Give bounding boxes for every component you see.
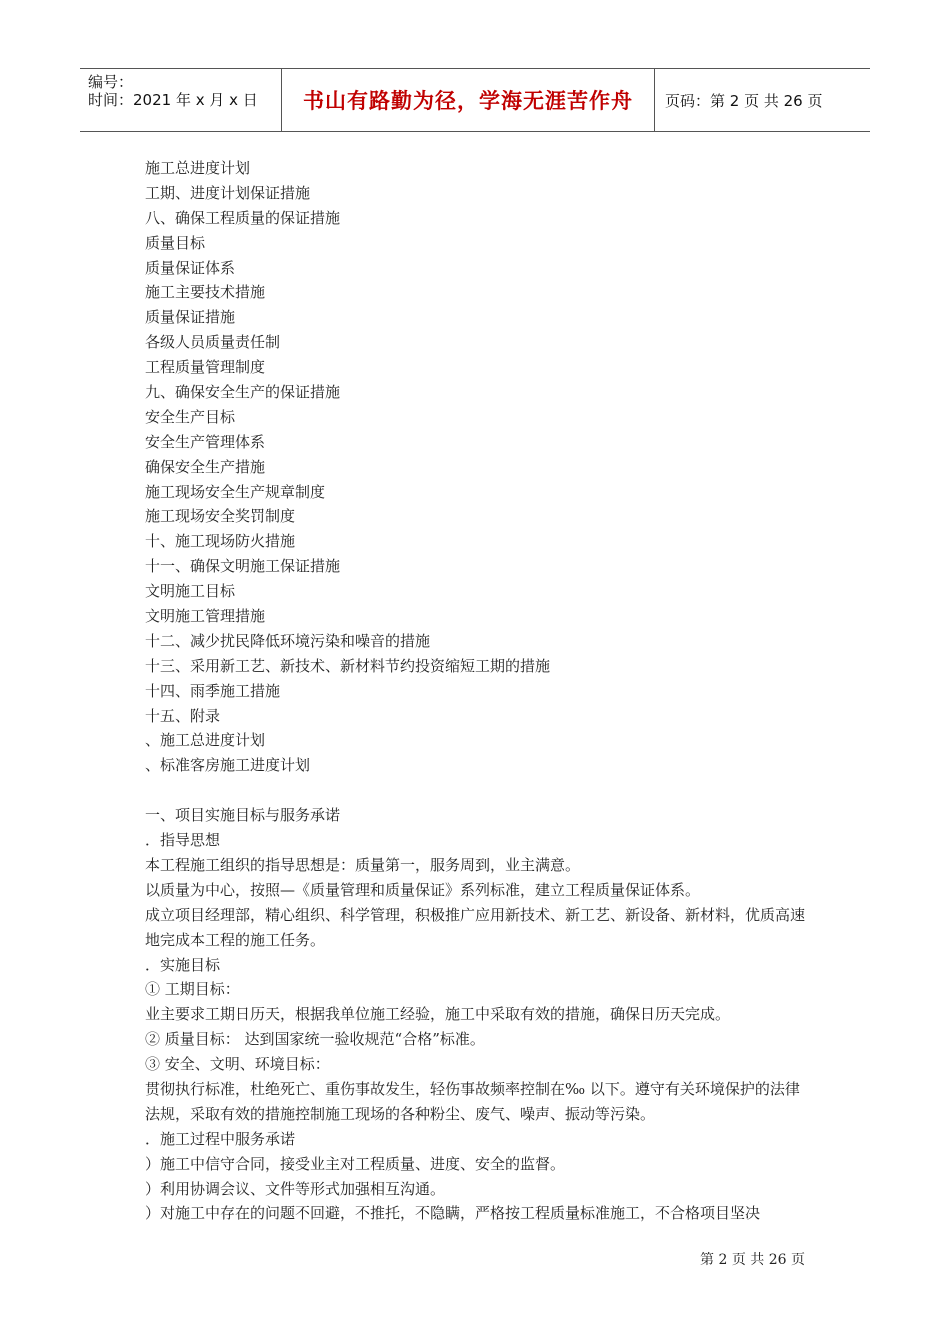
toc-item: 十一、确保文明施工保证措施 (145, 557, 341, 576)
paragraph: 本工程施工组织的指导思想是：质量第一，服务周到，业主满意。 (145, 855, 581, 874)
serial-label: 编号： (88, 73, 134, 91)
toc-item: 施工现场安全生产规章制度 (145, 482, 326, 501)
subsection-heading: ．施工过程中服务承诺 (145, 1129, 296, 1148)
toc-item: 质量保证措施 (145, 308, 236, 327)
list-item: ③ 安全、文明、环境目标： (145, 1055, 330, 1074)
time-label: 时间：2021 年 x 月 x 日 (88, 91, 258, 109)
paragraph: 以质量为中心，按照—《质量管理和质量保证》系列标准，建立工程质量保证体系。 (145, 880, 701, 899)
toc-item: 文明施工目标 (145, 582, 236, 601)
toc-item: 施工现场安全奖罚制度 (145, 507, 296, 526)
header-page-info: 页码：第 2 页 共 26 页 (665, 91, 823, 110)
list-item: ① 工期目标： (145, 980, 240, 999)
toc-item: 文明施工管理措施 (145, 607, 266, 626)
toc-item: 、施工总进度计划 (145, 731, 266, 750)
toc-item: 施工主要技术措施 (145, 283, 266, 302)
toc-item: 质量目标 (145, 233, 206, 252)
toc-item: 八、确保工程质量的保证措施 (145, 208, 341, 227)
page-footer: 第 2 页 共 26 页 (700, 1252, 805, 1268)
section-body (145, 803, 810, 1226)
paragraph: 贯彻执行标准，杜绝死亡、重伤事故发生，轻伤事故频率控制在‰ 以下。遵守有关环境保护的法律法规，采取有效的措施控制施工现场的各种粉尘、废气、噪声、振动等污染。 (145, 1079, 800, 1123)
toc-item: 工期、进度计划保证措施 (145, 183, 311, 202)
toc-item: 、标准客房施工进度计划 (145, 756, 311, 775)
toc-item: 施工总进度计划 (145, 159, 251, 177)
toc-item: 工程质量管理制度 (145, 358, 266, 377)
list-item: ）利用协调会议、文件等形式加强相互沟通。 (145, 1179, 446, 1198)
header-meta (80, 69, 282, 131)
header-motto: 书山有路勤为径，学海无涯苦作舟 (282, 69, 655, 131)
toc-item: 九、确保安全生产的保证措施 (145, 383, 341, 402)
subsection-heading: ．实施目标 (145, 955, 221, 974)
toc-item: 十二、减少扰民降低环境污染和噪音的措施 (145, 631, 431, 650)
section-spacer (145, 778, 810, 803)
paragraph: 业主要求工期日历天，根据我单位施工经验，施工中采取有效的措施，确保日历天完成。 (145, 1005, 731, 1024)
toc-item: 安全生产目标 (145, 407, 236, 426)
toc-item: 质量保证体系 (145, 258, 236, 277)
toc-item: 安全生产管理体系 (145, 432, 266, 451)
page-header (80, 68, 870, 132)
document-body (145, 156, 810, 1226)
section-heading: 一、项目实施目标与服务承诺 (145, 806, 341, 825)
toc-list (145, 156, 810, 778)
subsection-heading: ．指导思想 (145, 831, 221, 850)
toc-item: 十四、雨季施工措施 (145, 681, 281, 700)
toc-item: 各级人员质量责任制 (145, 333, 281, 352)
toc-item: 十三、采用新工艺、新技术、新材料节约投资缩短工期的措施 (145, 656, 551, 675)
paragraph: 成立项目经理部，精心组织、科学管理，积极推广应用新技术、新工艺、新设备、新材料，优质高速地完成本工程的施工任务。 (145, 905, 806, 949)
list-item: ② 质量目标： 达到国家统一验收规范“合格”标准。 (145, 1030, 485, 1049)
toc-item: 确保安全生产措施 (145, 457, 266, 476)
list-item: ）对施工中存在的问题不回避，不推托，不隐瞒，严格按工程质量标准施工，不合格项目坚决 (145, 1204, 761, 1223)
toc-item: 十五、附录 (145, 706, 221, 725)
toc-item: 十、施工现场防火措施 (145, 532, 296, 551)
list-item: ）施工中信守合同，接受业主对工程质量、进度、安全的监督。 (145, 1154, 566, 1173)
